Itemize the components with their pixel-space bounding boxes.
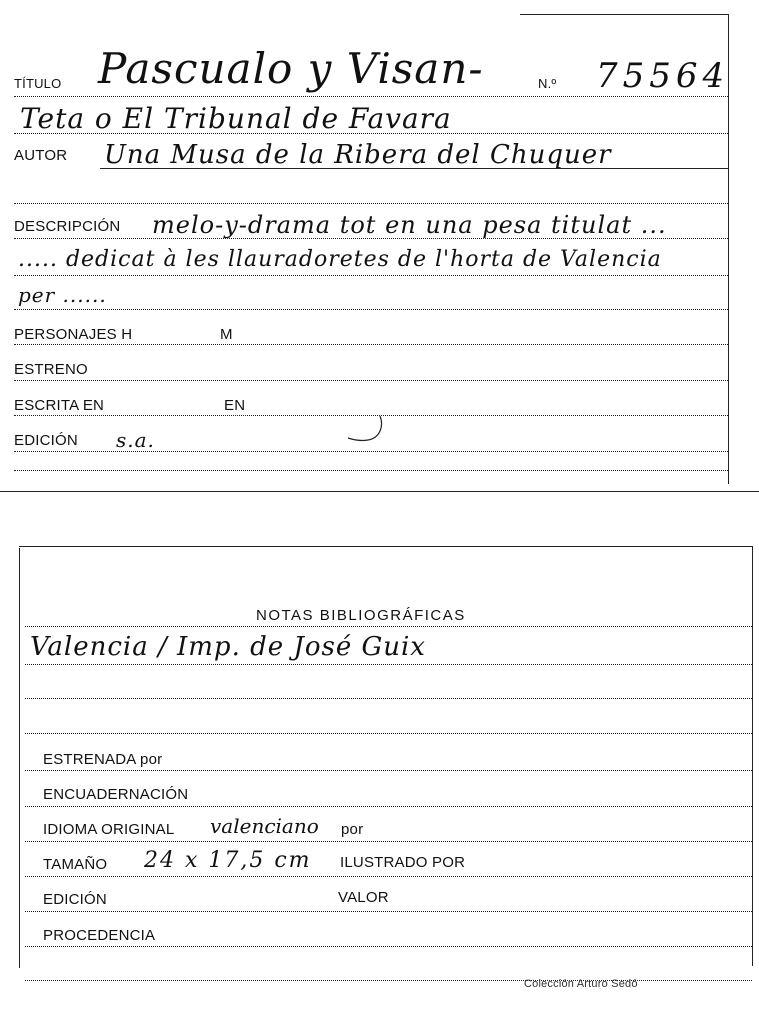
idioma-value: valenciano [210,814,319,838]
blank-line-bottom [25,980,752,981]
titulo-value-line2: Teta o El Tribunal de Favara [20,102,452,135]
ilustrado-label: ILUSTRADO POR [340,854,466,871]
encuadernacion-line [25,806,752,807]
descripcion-value-1: melo-y-drama tot en una pesa titulat ... [152,211,667,239]
notas-line-0 [25,626,752,627]
personajes-m-label: M [220,326,233,343]
personajes-line [14,344,728,345]
edicion-value: s.a. [116,428,155,452]
notas-value: Valencia / Imp. de José Guix [30,632,426,662]
descripcion-line-3 [14,309,728,310]
estrenada-label: ESTRENADA por [43,751,163,768]
notas-line-3 [25,733,752,734]
valor-label: VALOR [338,889,389,906]
notas-line-1 [25,664,752,665]
idioma-line [25,841,752,842]
edicion-bottom-line [25,911,752,912]
numero-label: N.º [538,76,557,91]
encuadernacion-label: ENCUADERNACIÓN [43,786,189,803]
tamano-label: TAMAÑO [43,856,108,873]
card-bottom-right-border [752,546,753,966]
blank-line-1 [14,203,728,204]
numero-value: 75564 [596,56,730,96]
idioma-label: IDIOMA ORIGINAL [43,821,175,838]
descripcion-value-3: per ...... [18,283,107,307]
edicion-bottom-label: EDICIÓN [43,891,107,908]
coleccion-stamp: Colección Arturo Sedó [524,978,638,990]
card-bottom-left-border [19,548,20,968]
titulo-line-2 [14,133,728,134]
tamano-value: 24 x 17,5 cm [144,848,312,873]
tamano-line [25,876,752,877]
descripcion-value-2: ..... dedicat à les llauradoretes de l'horta de Valencia [18,247,662,272]
procedencia-line [25,946,752,947]
escrita-label: ESCRITA EN [14,397,105,414]
personajes-label: PERSONAJES H [14,326,133,343]
estreno-line [14,380,728,381]
idioma-por-label: por [341,821,364,838]
blank-line-2 [14,470,728,471]
edicion-line [14,451,728,452]
titulo-label: TÍTULO [14,76,62,91]
estrenada-line [25,770,752,771]
titulo-value-line1: Pascualo y Visan- [98,44,484,93]
card-bottom-top-border [19,546,752,547]
autor-label: AUTOR [14,147,68,164]
edicion-label: EDICIÓN [14,432,78,449]
descripcion-line-2 [14,275,728,276]
escrita-en-label: EN [224,397,246,414]
card-top-top-border [520,14,728,15]
descripcion-line-1 [14,238,728,239]
titulo-line [14,96,728,97]
autor-line [100,168,728,169]
estreno-label: ESTRENO [14,361,88,378]
autor-value: Una Musa de la Ribera del Chuquer [104,140,612,170]
pencil-mark [340,412,390,448]
procedencia-label: PROCEDENCIA [43,927,156,944]
notas-line-2 [25,698,752,699]
descripcion-label: DESCRIPCIÓN [14,218,121,235]
notas-title: NOTAS BIBLIOGRÁFICAS [256,607,466,624]
card-top-bottom-border [0,491,759,492]
